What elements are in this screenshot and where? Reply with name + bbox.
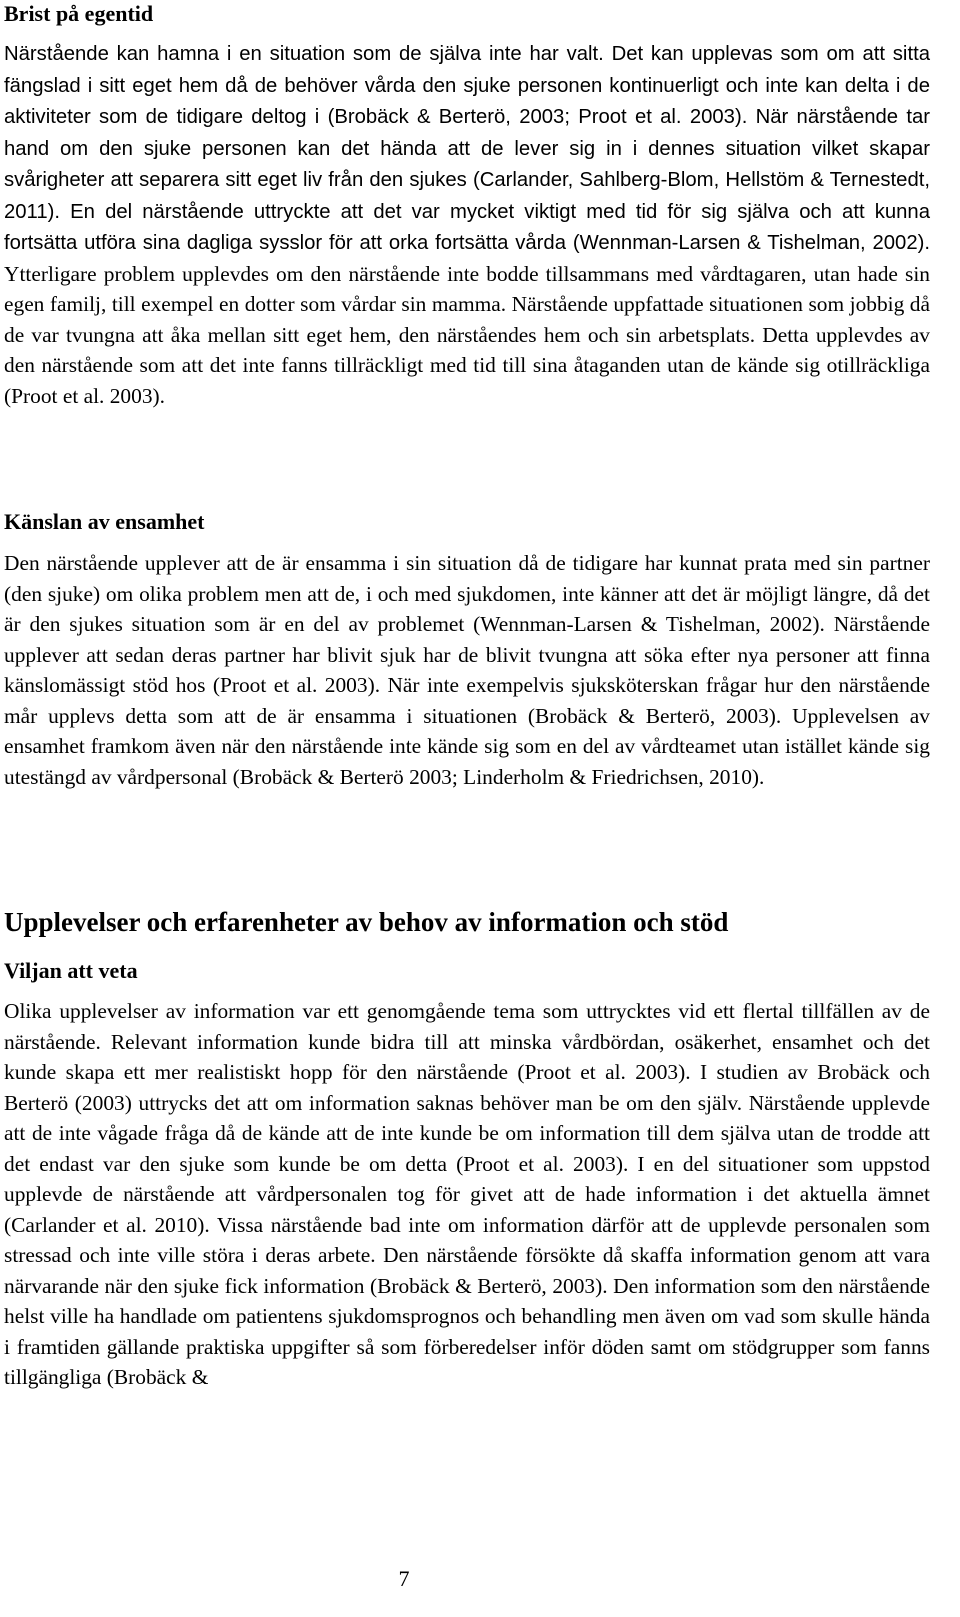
section-heading-kanslan: Känslan av ensamhet bbox=[4, 509, 205, 534]
page-number: 7 bbox=[398, 1566, 410, 1591]
section-heading-viljan: Viljan att veta bbox=[4, 958, 138, 983]
paragraph-brist bbox=[4, 38, 930, 411]
paragraph-kanslan: Den närstående upplever att de är ensamma i sin situation då de tidigare har kunnat prata med sin partner (den sjuke) om olika problem men att de, i och med sjukdomen, inte känner att det är möjligt längre, då det är den sjukes situation som är en del av problemet (Wennman-Larsen & Tishelman, 2002). Närstående upplever att sedan deras partner har blivit sjuk har de blivit tvungna att söka efter nya personer att finna känslomässigt stöd hos (Proot et al. 2003). När inte exempelvis sjuksköterskan frågar hur den närstående mår upplevs detta som att de är ensamma i situationen (Brobäck & Berterö, 2003). Upplevelsen av ensamhet framkom även när den närstående inte kände sig som en del av vårdteamet utan istället kände sig utestängd av vårdpersonal (Brobäck & Berterö 2003; Linderholm & Friedrichsen, 2010). bbox=[4, 551, 930, 789]
paragraph-viljan: Olika upplevelser av information var ett genomgående tema som uttrycktes vid ett flertal tillfällen av de närstående. Relevant information kunde bidra till att minska vårdbördan, osäkerhet, ensamhet och det kunde skapa ett mer realistiskt hopp för den närstående (Proot et al. 2003). I studien av Brobäck och Berterö (2003) uttrycks det att om information saknas behöver man be om den själv. Närstående upplevde att de inte vågade fråga då de kände att de inte kunde be om information till dem själva utan de trodde att det endast var den sjuke som kunde be om detta (Proot et al. 2003). I en del situationer som uppstod upplevde de närstående att vårdpersonalen tog för givet att de hade information i det aktuella ämnet (Carlander et al. 2010). Vissa närstående bad inte om information därför att de upplevde personalen som stressad och inte ville störa i deras arbete. Den närstående försökte då skaffa information genom att vara närvarande när den sjuke fick information (Brobäck & Berterö, 2003). Den information som den närstående helst ville ha handlade om patientens sjukdomsprognos och behandling men även om vad som skulle hända i framtiden gällande praktiska uppgifter så som förberedelser inför döden samt om stödgrupper som fanns tillgängliga (Brobäck & bbox=[4, 999, 930, 1389]
chapter-heading: Upplevelser och erfarenheter av behov av information och stöd bbox=[4, 907, 729, 937]
paragraph-brist-part-2: Ytterligare problem upplevdes om den närstående inte bodde tillsammans med vårdtagaren, utan hade sin egen familj, till exempel en dotter som vårdar sin mamma. Närstående uppfattade situationen som jobbig då de var tvungna att åka mellan sitt eget hem, den närståendes hem och sin arbetsplats. Detta upplevdes av den närstående som att det inte fanns tillräckligt med tid till sina åtaganden utan de kände sig otillräckliga (Proot et al. 2003). bbox=[4, 261, 930, 408]
paragraph-brist-part-1: Närstående kan hamna i en situation som de själva inte har valt. Det kan upplevas som om att sitta fängslad i sitt eget hem då de behöver vårda den sjuke personen kontinuerligt och inte kan delta i de aktiviteter som de tidigare deltog i (Brobäck & Berterö, 2003; Proot et al. 2003). När närstående tar hand om den sjuke personen kan det hända att de lever sig in i dennes situation vilket skapar svårigheter att separera sitt eget liv från den sjukes (Carlander, Sahlberg-Blom, Hellstöm & Ternestedt, 2011). En del närstående uttryckte att det var mycket viktigt med tid för sig själva och att kunna fortsätta utföra sina dagliga sysslor för att orka fortsätta vårda (Wennman-Larsen & Tishelman, 2002). bbox=[4, 43, 930, 254]
section-heading-brist: Brist på egentid bbox=[4, 1, 154, 26]
